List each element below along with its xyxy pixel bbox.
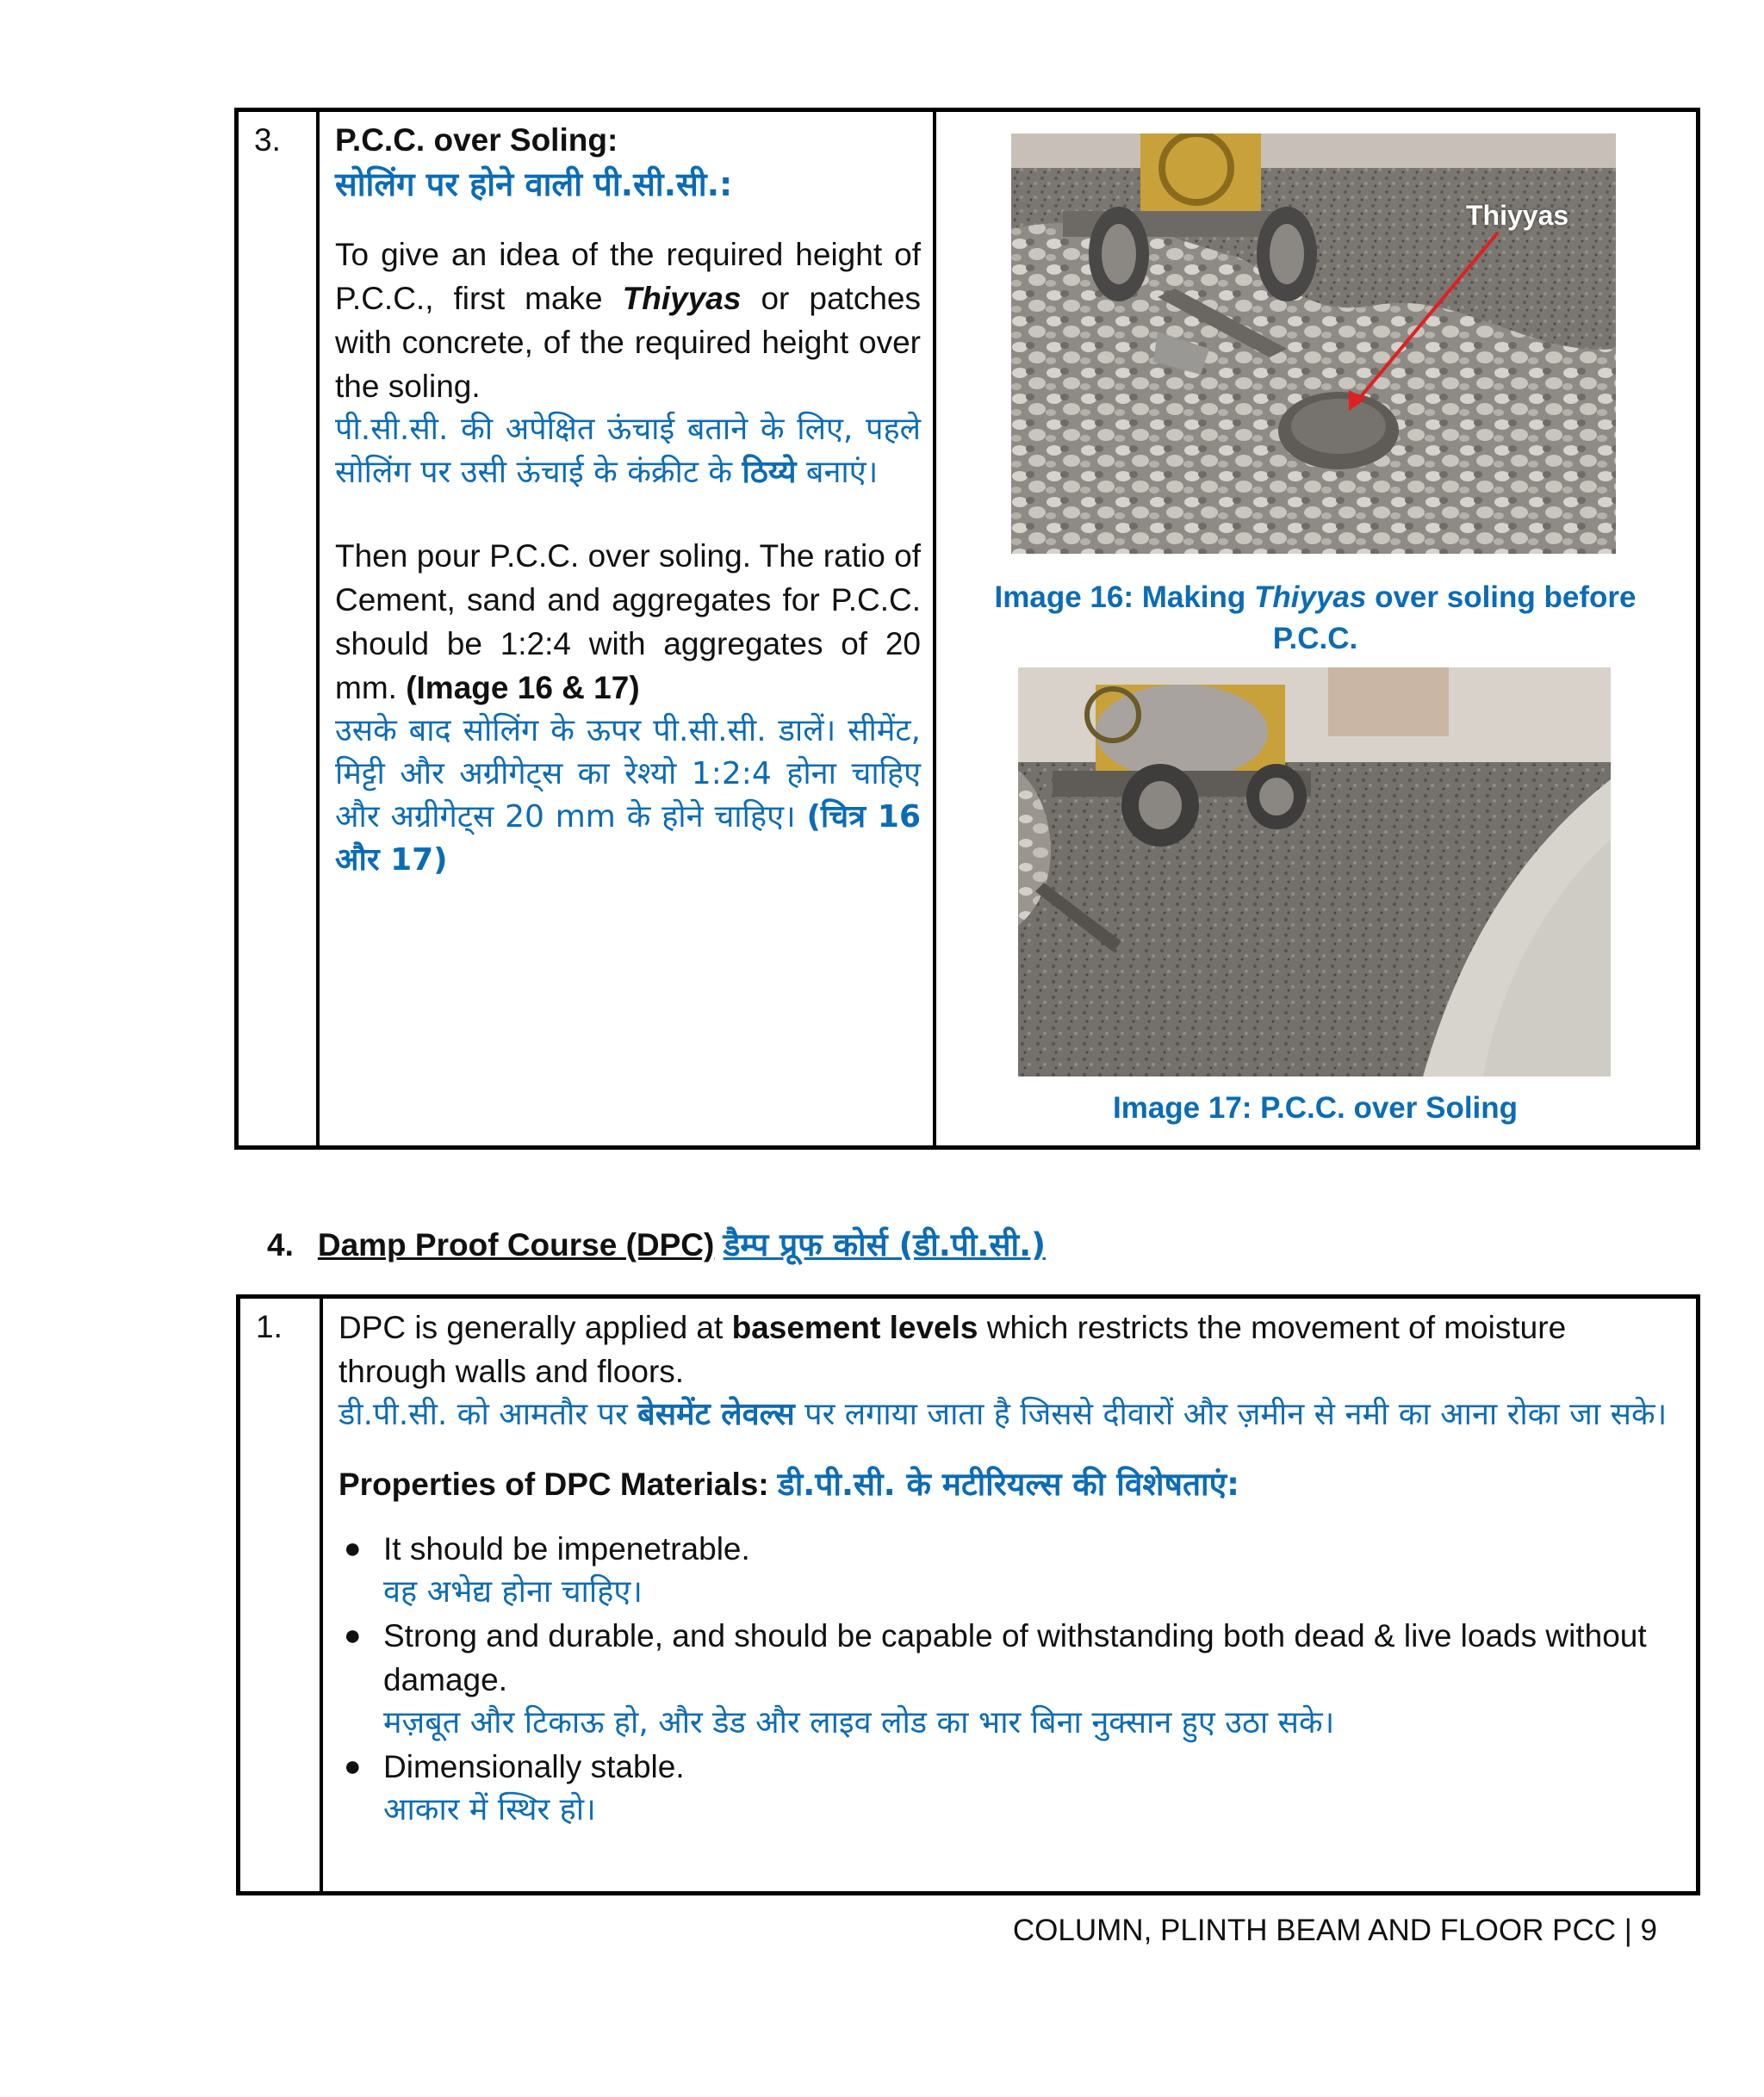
photo-illustration [1011,133,1616,554]
dpc-intro-en: DPC is generally applied at basement levels which restricts the movement of moisture through walls and floors. [339,1310,1567,1389]
photo-illustration [1018,667,1611,1076]
pcc-text-cell [335,119,921,882]
bullet-icon: ● [344,1619,362,1652]
dpc-table [236,1294,1700,1895]
dpc-text-cell [339,1306,1682,1832]
list-item: ● It should be impenetrable. वह अभेद्य होना चाहिए। [344,1531,750,1610]
bullet-icon: ● [344,1750,362,1783]
section-title-hi: डैम्प प्रूफ कोर्स (डी.पी.सी.) [723,1226,1047,1263]
image-16-label: Thiyyas [1466,200,1569,231]
table-divider [316,112,320,1145]
section-heading-dpc [267,1223,1046,1268]
caption-image-17: Image 17: P.C.C. over Soling [1112,1091,1519,1125]
section-title-hindi: सोलिंग पर होने वाली पी.सी.सी.: [335,165,733,203]
row-number: 1. [256,1309,283,1344]
image-16-thiyyas-photo [1011,133,1616,554]
section-number: 4. [267,1227,294,1263]
dpc-intro-hi: डी.पी.सी. को आमतौर पर बेसमेंट लेवल्स पर लगाया जाता है जिससे दीवारों और ज़मीन से नमी का आना रोका जा सके। [339,1397,1668,1432]
list-item: ● Strong and durable, and should be capable of withstanding both dead & live loads without damage. मज़बूत और टिकाऊ हो, और डेड और लाइव लोड का भार बिना नुक्सान हुए उठा सके। [344,1618,1647,1740]
bullet-icon: ● [344,1532,362,1565]
caption-image-16: Image 16: Making Thiyyas over soling before P.C.C. [994,580,1637,655]
list-item: ● Dimensionally stable. आकार में स्थिर हो। [344,1749,685,1827]
page-footer: COLUMN, PLINTH BEAM AND FLOOR PCC | 9 [1012,1914,1657,1947]
paragraph-thiyyas-en: To give an idea of the required height of P.C.C., first make Thiyyas or patches with concrete, of the required height over the soling. [335,237,921,404]
section-title: P.C.C. over Soling: [335,122,618,158]
paragraph-pour-en: Then pour P.C.C. over soling. The ratio of Cement, sand and aggregates for P.C.C. should be 1:2:4 with aggregates of 20 mm. (Image 16 & 17) [335,538,921,705]
image-17-pcc-photo [1018,667,1611,1076]
properties-heading: Properties of DPC Materials: डी.पी.सी. के मटीरियल्स की विशेषताएं: [339,1466,1239,1503]
table-divider [933,112,936,1145]
pcc-table [234,108,1700,1150]
paragraph-thiyyas-hi: पी.सी.सी. की अपेक्षित ऊंचाई बताने के लिए, पहले सोलिंग पर उसी ऊंचाई के कंक्रीट के ठिय्ये बनाएं। [335,412,921,490]
properties-list [339,1527,1682,1832]
paragraph-pour-hi: उसके बाद सोलिंग के ऊपर पी.सी.सी. डालें। सीमेंट, मिट्टी और अग्रीगेट्स का रेश्यो 1:2:4 होना चाहिए और अग्रीगेट्स 20 mm के होने चाहिए। (चित्र 16 और 17) [335,713,921,878]
section-title-en: Damp Proof Course (DPC) [317,1227,715,1263]
table-divider [320,1299,323,1891]
row-number: 3. [254,122,281,158]
